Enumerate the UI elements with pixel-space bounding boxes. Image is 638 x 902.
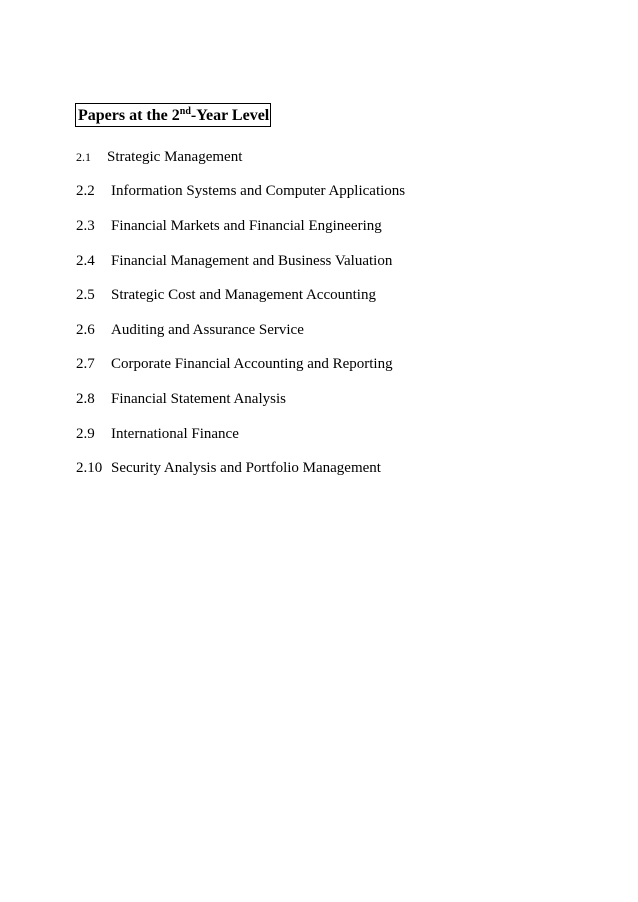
paper-number: 2.3 (76, 217, 95, 234)
paper-item (76, 175, 405, 210)
paper-title: Financial Statement Analysis (111, 390, 286, 407)
paper-number: 2.1 (76, 149, 91, 164)
paper-item (76, 382, 405, 417)
paper-title: Financial Management and Business Valuation (111, 252, 393, 269)
heading-text-end: -Year Level (190, 107, 270, 124)
paper-item (76, 209, 405, 244)
paper-number: 2.9 (76, 425, 95, 442)
paper-number: 2.8 (76, 390, 95, 407)
heading-superscript: nd (179, 106, 191, 117)
paper-list (76, 140, 405, 486)
paper-title: Corporate Financial Accounting and Reporting (111, 356, 393, 373)
paper-title: Strategic Cost and Management Accounting (111, 287, 376, 304)
paper-title: Auditing and Assurance Service (111, 321, 304, 338)
paper-number: 2.5 (76, 287, 95, 304)
paper-number: 2.2 (76, 183, 95, 200)
paper-item (76, 140, 405, 175)
paper-item (76, 244, 405, 279)
paper-item (76, 417, 405, 452)
paper-item (76, 451, 405, 486)
page-heading (75, 103, 271, 127)
paper-number: 2.7 (76, 356, 95, 373)
paper-number: 2.10 (76, 460, 103, 477)
paper-item (76, 313, 405, 348)
paper-title: Financial Markets and Financial Engineering (111, 217, 382, 234)
paper-title: Strategic Management (107, 148, 243, 165)
paper-title: International Finance (111, 425, 239, 442)
paper-item (76, 278, 405, 313)
heading-text-start: Papers at the 2 (78, 107, 180, 124)
paper-number: 2.4 (76, 252, 95, 269)
paper-title: Information Systems and Computer Applications (111, 183, 406, 200)
paper-title: Security Analysis and Portfolio Management (111, 460, 381, 477)
paper-item (76, 348, 405, 383)
paper-number: 2.6 (76, 321, 95, 338)
